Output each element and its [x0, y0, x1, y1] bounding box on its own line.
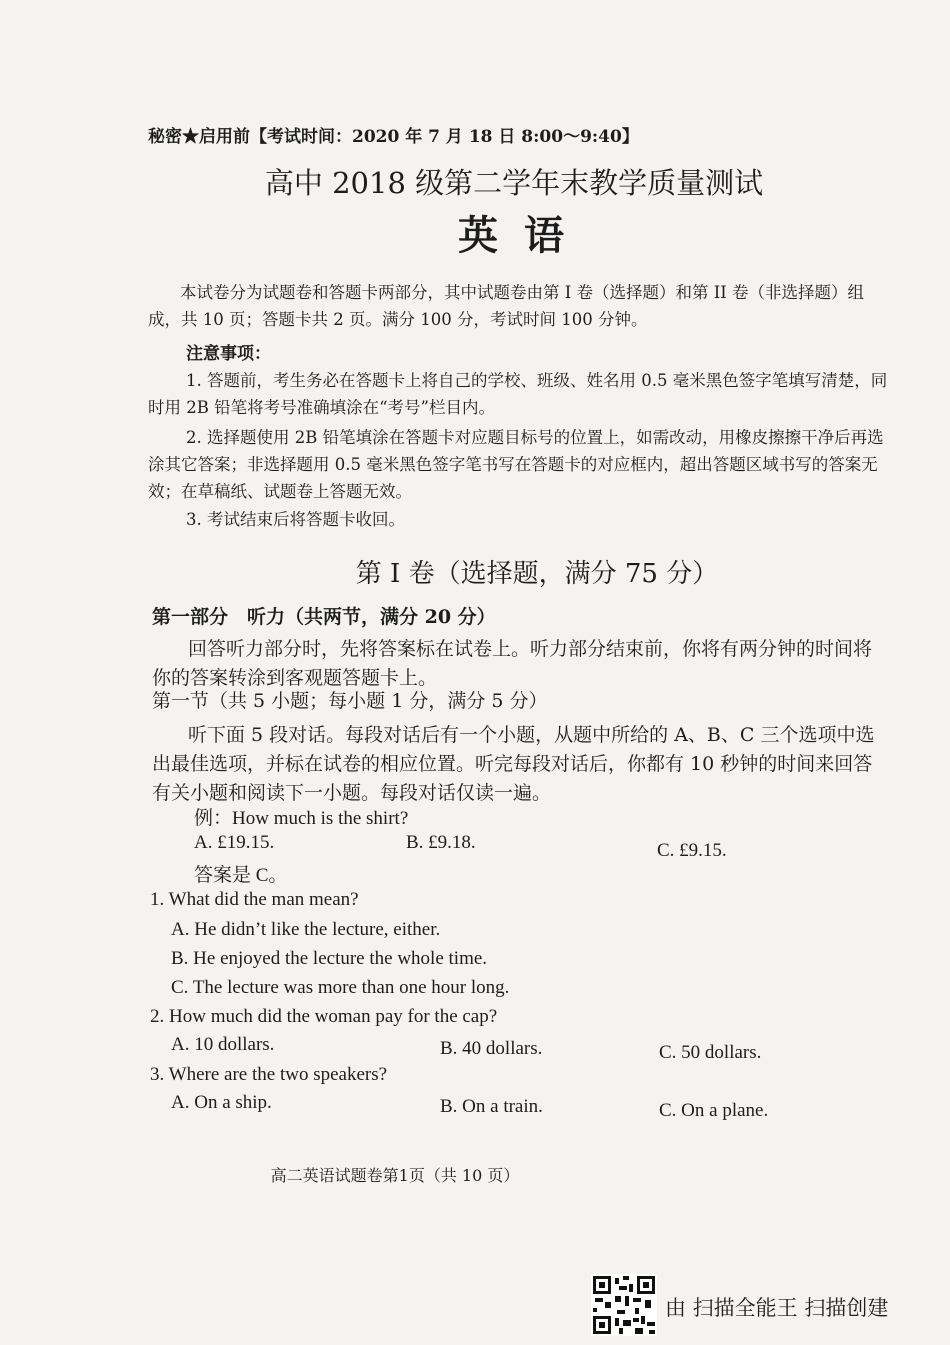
question-1-stem: 1. What did the man mean? [150, 889, 359, 910]
question-2-option-c: C. 50 dollars. [659, 1042, 762, 1063]
question-1-option-b: B. He enjoyed the lecture the whole time. [171, 948, 488, 969]
scanner-watermark-text: 由 扫描全能王 扫描创建 [665, 1296, 889, 1320]
question-2-option-b: B. 40 dollars. [440, 1038, 543, 1059]
example-question: 例：How much is the shirt? [194, 808, 409, 829]
question-3-option-a: A. On a ship. [171, 1092, 272, 1113]
intro-paragraph: 本试卷分为试题卷和答题卡两部分，其中试题卷由第 I 卷（选择题）和第 II 卷（非选择题）组成，共 10 页；答题卡共 2 页。满分 100 分，考试时间 100 分钟。 [148, 283, 865, 329]
question-3-option-c: C. On a plane. [659, 1100, 769, 1121]
qr-code-icon [591, 1274, 657, 1336]
question-2-option-a: A. 10 dollars. [171, 1034, 275, 1055]
subject-title: 英语 [458, 212, 590, 259]
notice-item-1: 1. 答题前，考生务必在答题卡上将自己的学校、班级、姓名用 0.5 毫米黑色签字笔填写清楚，同时用 2B 铅笔将考号准确填涂在“考号”栏目内。 [148, 371, 888, 417]
example-option-a: A. £19.15. [194, 832, 275, 853]
question-1-option-c: C. The lecture was more than one hour long. [171, 977, 510, 998]
example-option-c: C. £9.15. [657, 840, 727, 861]
part1-heading: 第一部分 听力（共两节，满分 20 分） [152, 606, 496, 628]
example-option-b: B. £9.18. [406, 832, 476, 853]
exam-main-title: 高中 2018 级第二学年末教学质量测试 [264, 166, 764, 200]
section1-description: 听下面 5 段对话。每段对话后有一个小题，从题中所给的 A、B、C 三个选项中选出最佳选项，并标在试卷的相应位置。听完每段对话后，你都有 10 秒钟的时间来回答有关小题和阅读下一小题。每段对话仅读一遍。 [152, 724, 875, 804]
question-1-option-a: A. He didn’t like the lecture, either. [171, 919, 441, 940]
question-3-stem: 3. Where are the two speakers? [150, 1064, 388, 1085]
notice-item-2: 2. 选择题使用 2B 铅笔填涂在答题卡对应题目标号的位置上，如需改动，用橡皮擦擦干净后再选涂其它答案；非选择题用 0.5 毫米黑色签字笔书写在答题卡的对应框内，超出答题区域书写的答案无效；在草稿纸、试题卷上答题无效。 [148, 428, 884, 501]
example-answer: 答案是 C。 [194, 865, 288, 886]
part1-description: 回答听力部分时，先将答案标在试卷上。听力部分结束前，你将有两分钟的时间将你的答案转涂到客观题答题卡上。 [152, 638, 873, 689]
volume-title: 第 I 卷（选择题，满分 75 分） [355, 559, 719, 589]
secret-exam-time-line: 秘密★启用前【考试时间：2020 年 7 月 18 日 8:00～9:40】 [148, 127, 639, 147]
section1-heading: 第一节（共 5 小题；每小题 1 分，满分 5 分） [152, 690, 548, 712]
question-2-stem: 2. How much did the woman pay for the cap? [150, 1006, 498, 1027]
page-footer: 高二英语试题卷第1页（共 10 页） [270, 1166, 520, 1185]
question-3-option-b: B. On a train. [440, 1096, 543, 1117]
notice-heading: 注意事项： [186, 344, 271, 364]
notice-item-3: 3. 考试结束后将答题卡收回。 [186, 510, 405, 529]
